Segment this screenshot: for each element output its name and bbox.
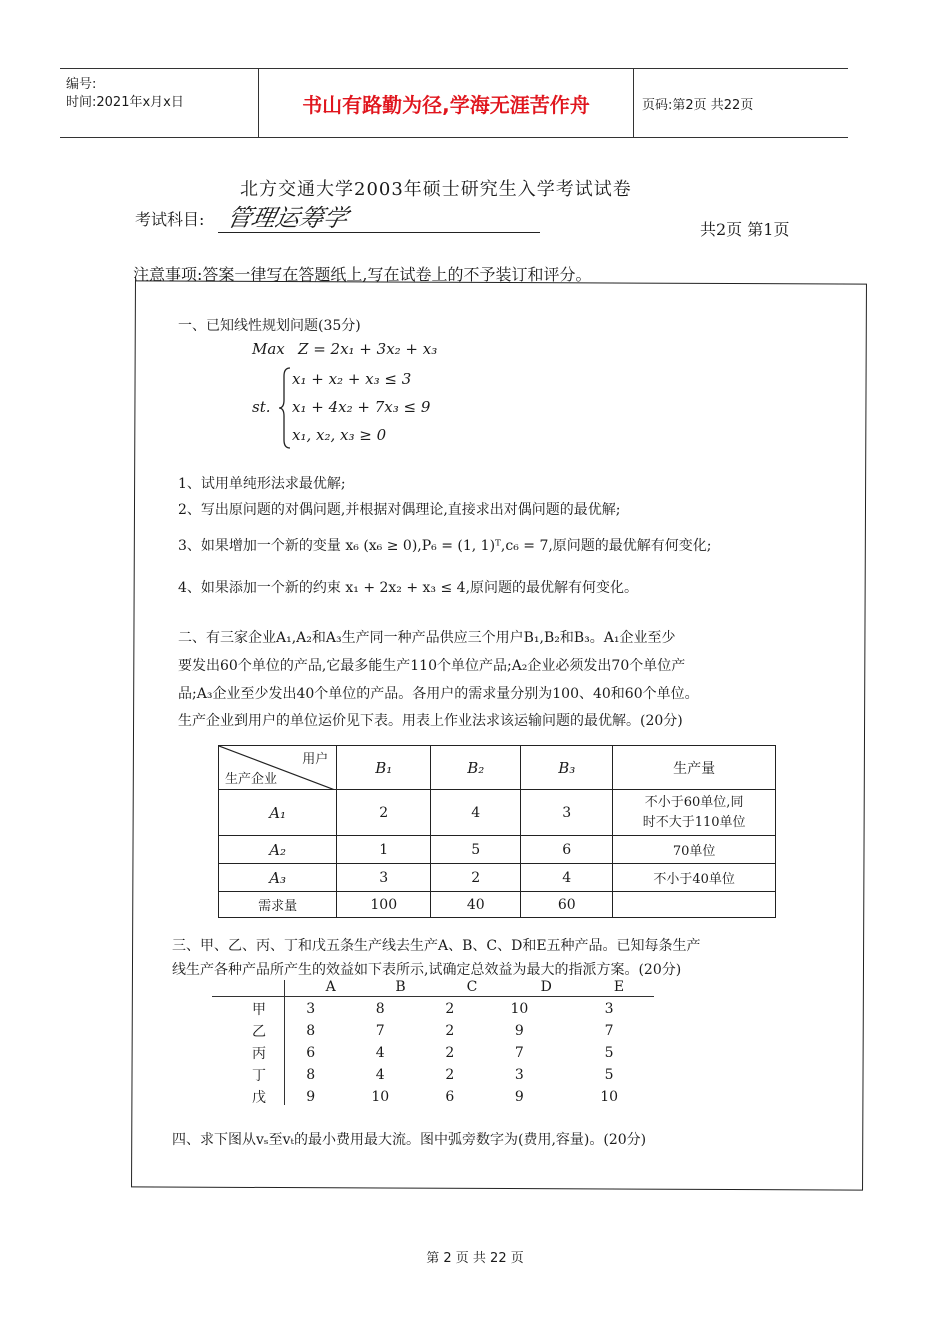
- benefit-cell: 5: [604, 1067, 614, 1083]
- cost-cell: 6: [521, 836, 613, 864]
- cost-cell: 1: [337, 836, 431, 864]
- motto: 书山有路勤为径,学海无涯苦作舟: [258, 69, 634, 137]
- benefit-cell: 10: [371, 1089, 390, 1105]
- cost-cell: 3: [337, 864, 431, 892]
- q2-line: 生产企业到用户的单位运价见下表。用表上作业法求该运输问题的最优解。(20分): [178, 713, 683, 729]
- col-header: B₁: [337, 746, 431, 790]
- col-header: 生产量: [613, 746, 776, 790]
- assignment-col-header: C: [466, 979, 478, 995]
- line-label: 乙: [252, 1024, 266, 1040]
- table-row: [232, 1020, 654, 1042]
- header-table: [60, 68, 848, 138]
- constraint-brace-icon: [278, 366, 292, 450]
- demand-cell: 60: [521, 892, 613, 918]
- supply-cell: 70单位: [613, 836, 776, 864]
- transport-corner-cell: [219, 746, 337, 790]
- cost-cell: 2: [337, 790, 431, 836]
- q3-line: 三、甲、乙、丙、丁和戊五条生产线去生产A、B、C、D和E五种产品。已知每条生产: [172, 938, 701, 954]
- benefit-cell: 4: [375, 1067, 385, 1083]
- line-label: 丁: [252, 1068, 266, 1084]
- q1-item: 4、如果添加一个新的约束 x₁ + 2x₂ + x₃ ≤ 4,原问题的最优解有何变化。: [178, 580, 639, 596]
- exam-notice: 注意事项:答案一律写在答题纸上,写在试卷上的不予装订和评分。: [133, 265, 592, 284]
- row-label: A₂: [219, 836, 337, 864]
- assignment-header-rule: [212, 996, 654, 997]
- line-label: 戊: [252, 1090, 266, 1106]
- demand-cell: 100: [337, 892, 431, 918]
- benefit-cell: 4: [375, 1045, 385, 1061]
- cost-cell: 3: [521, 790, 613, 836]
- benefit-cell: 6: [445, 1089, 455, 1105]
- q2-line: 品;A₃企业至少发出40个单位的产品。各用户的需求量分别为100、40和60个单位。: [178, 686, 699, 702]
- supply-line: 不小于60单位,同: [644, 794, 744, 810]
- supply-cell: [613, 790, 776, 836]
- cost-cell: 2: [431, 864, 521, 892]
- table-row: [232, 1086, 654, 1108]
- benefit-cell: 9: [514, 1089, 524, 1105]
- benefit-cell: 7: [604, 1023, 614, 1039]
- q1-objective: Z = 2x₁ + 3x₂ + x₃: [298, 340, 438, 358]
- serial-label: 编号:: [66, 77, 97, 92]
- assignment-col-header: D: [540, 979, 552, 995]
- q1-objective-prefix: Max: [252, 340, 285, 358]
- benefit-cell: 3: [514, 1067, 524, 1083]
- supply-line: 时不大于110单位: [642, 814, 746, 830]
- benefit-cell: 5: [604, 1045, 614, 1061]
- assignment-body: [232, 998, 654, 1108]
- benefit-cell: 2: [445, 1001, 455, 1017]
- subject-handwritten: 管理运筹学: [224, 204, 351, 232]
- q1-item: 3、如果增加一个新的变量 x₆ (x₆ ≥ 0),P₆ = (1, 1)ᵀ,c₆ = 7,原问题的最优解有何变化;: [178, 538, 712, 554]
- benefit-cell: 2: [445, 1067, 455, 1083]
- col-header: B₃: [521, 746, 613, 790]
- q1-heading: 一、已知线性规划问题(35分): [178, 318, 361, 334]
- benefit-cell: 3: [604, 1001, 614, 1017]
- q2-line: 要发出60个单位的产品,它最多能生产110个单位产品;A₂企业必须发出70个单位产: [178, 658, 686, 674]
- subject-underline: [218, 232, 540, 233]
- q2-line: 二、有三家企业A₁,A₂和A₃生产同一种产品供应三个用户B₁,B₂和B₃。A₁企业至少: [178, 630, 676, 646]
- assignment-table: [212, 980, 654, 1120]
- corner-top-label: 用户: [302, 752, 329, 767]
- q3-line: 线生产各种产品所产生的效益如下表所示,试确定总效益为最大的指派方案。(20分): [172, 962, 682, 978]
- exam-page-count: 共2页 第1页: [700, 220, 790, 239]
- demand-row: [219, 892, 776, 918]
- benefit-cell: 7: [375, 1023, 385, 1039]
- benefit-cell: 9: [306, 1089, 316, 1105]
- corner-bottom-label: 生产企业: [225, 772, 278, 787]
- q1-item: 2、写出原问题的对偶问题,并根据对偶理论,直接求出对偶问题的最优解;: [178, 502, 621, 518]
- assignment-col-header: A: [325, 979, 336, 995]
- assignment-col-header: E: [613, 979, 625, 995]
- q1-constraint: x₁ + x₂ + x₃ ≤ 3: [292, 370, 412, 388]
- benefit-cell: 6: [306, 1045, 316, 1061]
- benefit-cell: 10: [510, 1001, 529, 1017]
- benefit-cell: 9: [514, 1023, 524, 1039]
- benefit-cell: 10: [600, 1089, 619, 1105]
- benefit-cell: 2: [445, 1045, 455, 1061]
- demand-label: 需求量: [219, 892, 337, 918]
- table-row: [219, 790, 776, 836]
- benefit-cell: 2: [445, 1023, 455, 1039]
- transport-table: [218, 745, 776, 918]
- cost-cell: 5: [431, 836, 521, 864]
- q4-text: 四、求下图从vₛ至vₜ的最小费用最大流。图中弧旁数字为(费用,容量)。(20分): [172, 1132, 647, 1148]
- assignment-header-row: [296, 978, 654, 996]
- benefit-cell: 8: [375, 1001, 385, 1017]
- benefit-cell: 8: [306, 1023, 316, 1039]
- line-label: 甲: [252, 1002, 266, 1018]
- benefit-cell: 7: [514, 1045, 524, 1061]
- subject-label: 考试科目:: [135, 210, 205, 229]
- exam-title: 北方交通大学2003年硕士研究生入学考试试卷: [240, 179, 632, 200]
- cost-cell: 4: [521, 864, 613, 892]
- page-info: 页码:第2页 共22页: [642, 97, 754, 113]
- line-label: 丙: [252, 1046, 266, 1062]
- q1-item: 1、试用单纯形法求最优解;: [178, 476, 346, 492]
- benefit-cell: 3: [306, 1001, 316, 1017]
- col-header: B₂: [431, 746, 521, 790]
- header-meta: [60, 69, 258, 137]
- time-label: 时间:2021年x月x日: [66, 95, 184, 110]
- table-row: [232, 1064, 654, 1086]
- table-row: [232, 998, 654, 1020]
- q1-st-label: st.: [252, 398, 271, 416]
- demand-cell: [613, 892, 776, 918]
- q1-constraint: x₁ + 4x₂ + 7x₃ ≤ 9: [292, 398, 431, 416]
- demand-cell: 40: [431, 892, 521, 918]
- transport-header-row: [219, 746, 776, 790]
- page-footer: 第 2 页 共 22 页: [426, 1251, 524, 1266]
- table-row: [219, 836, 776, 864]
- table-row: [219, 864, 776, 892]
- cost-cell: 4: [431, 790, 521, 836]
- assignment-col-header: B: [395, 979, 406, 995]
- table-row: [232, 1042, 654, 1064]
- row-label: A₃: [219, 864, 337, 892]
- benefit-cell: 8: [306, 1067, 316, 1083]
- supply-cell: 不小于40单位: [613, 864, 776, 892]
- q1-constraint: x₁, x₂, x₃ ≥ 0: [292, 426, 387, 444]
- row-label: A₁: [219, 790, 337, 836]
